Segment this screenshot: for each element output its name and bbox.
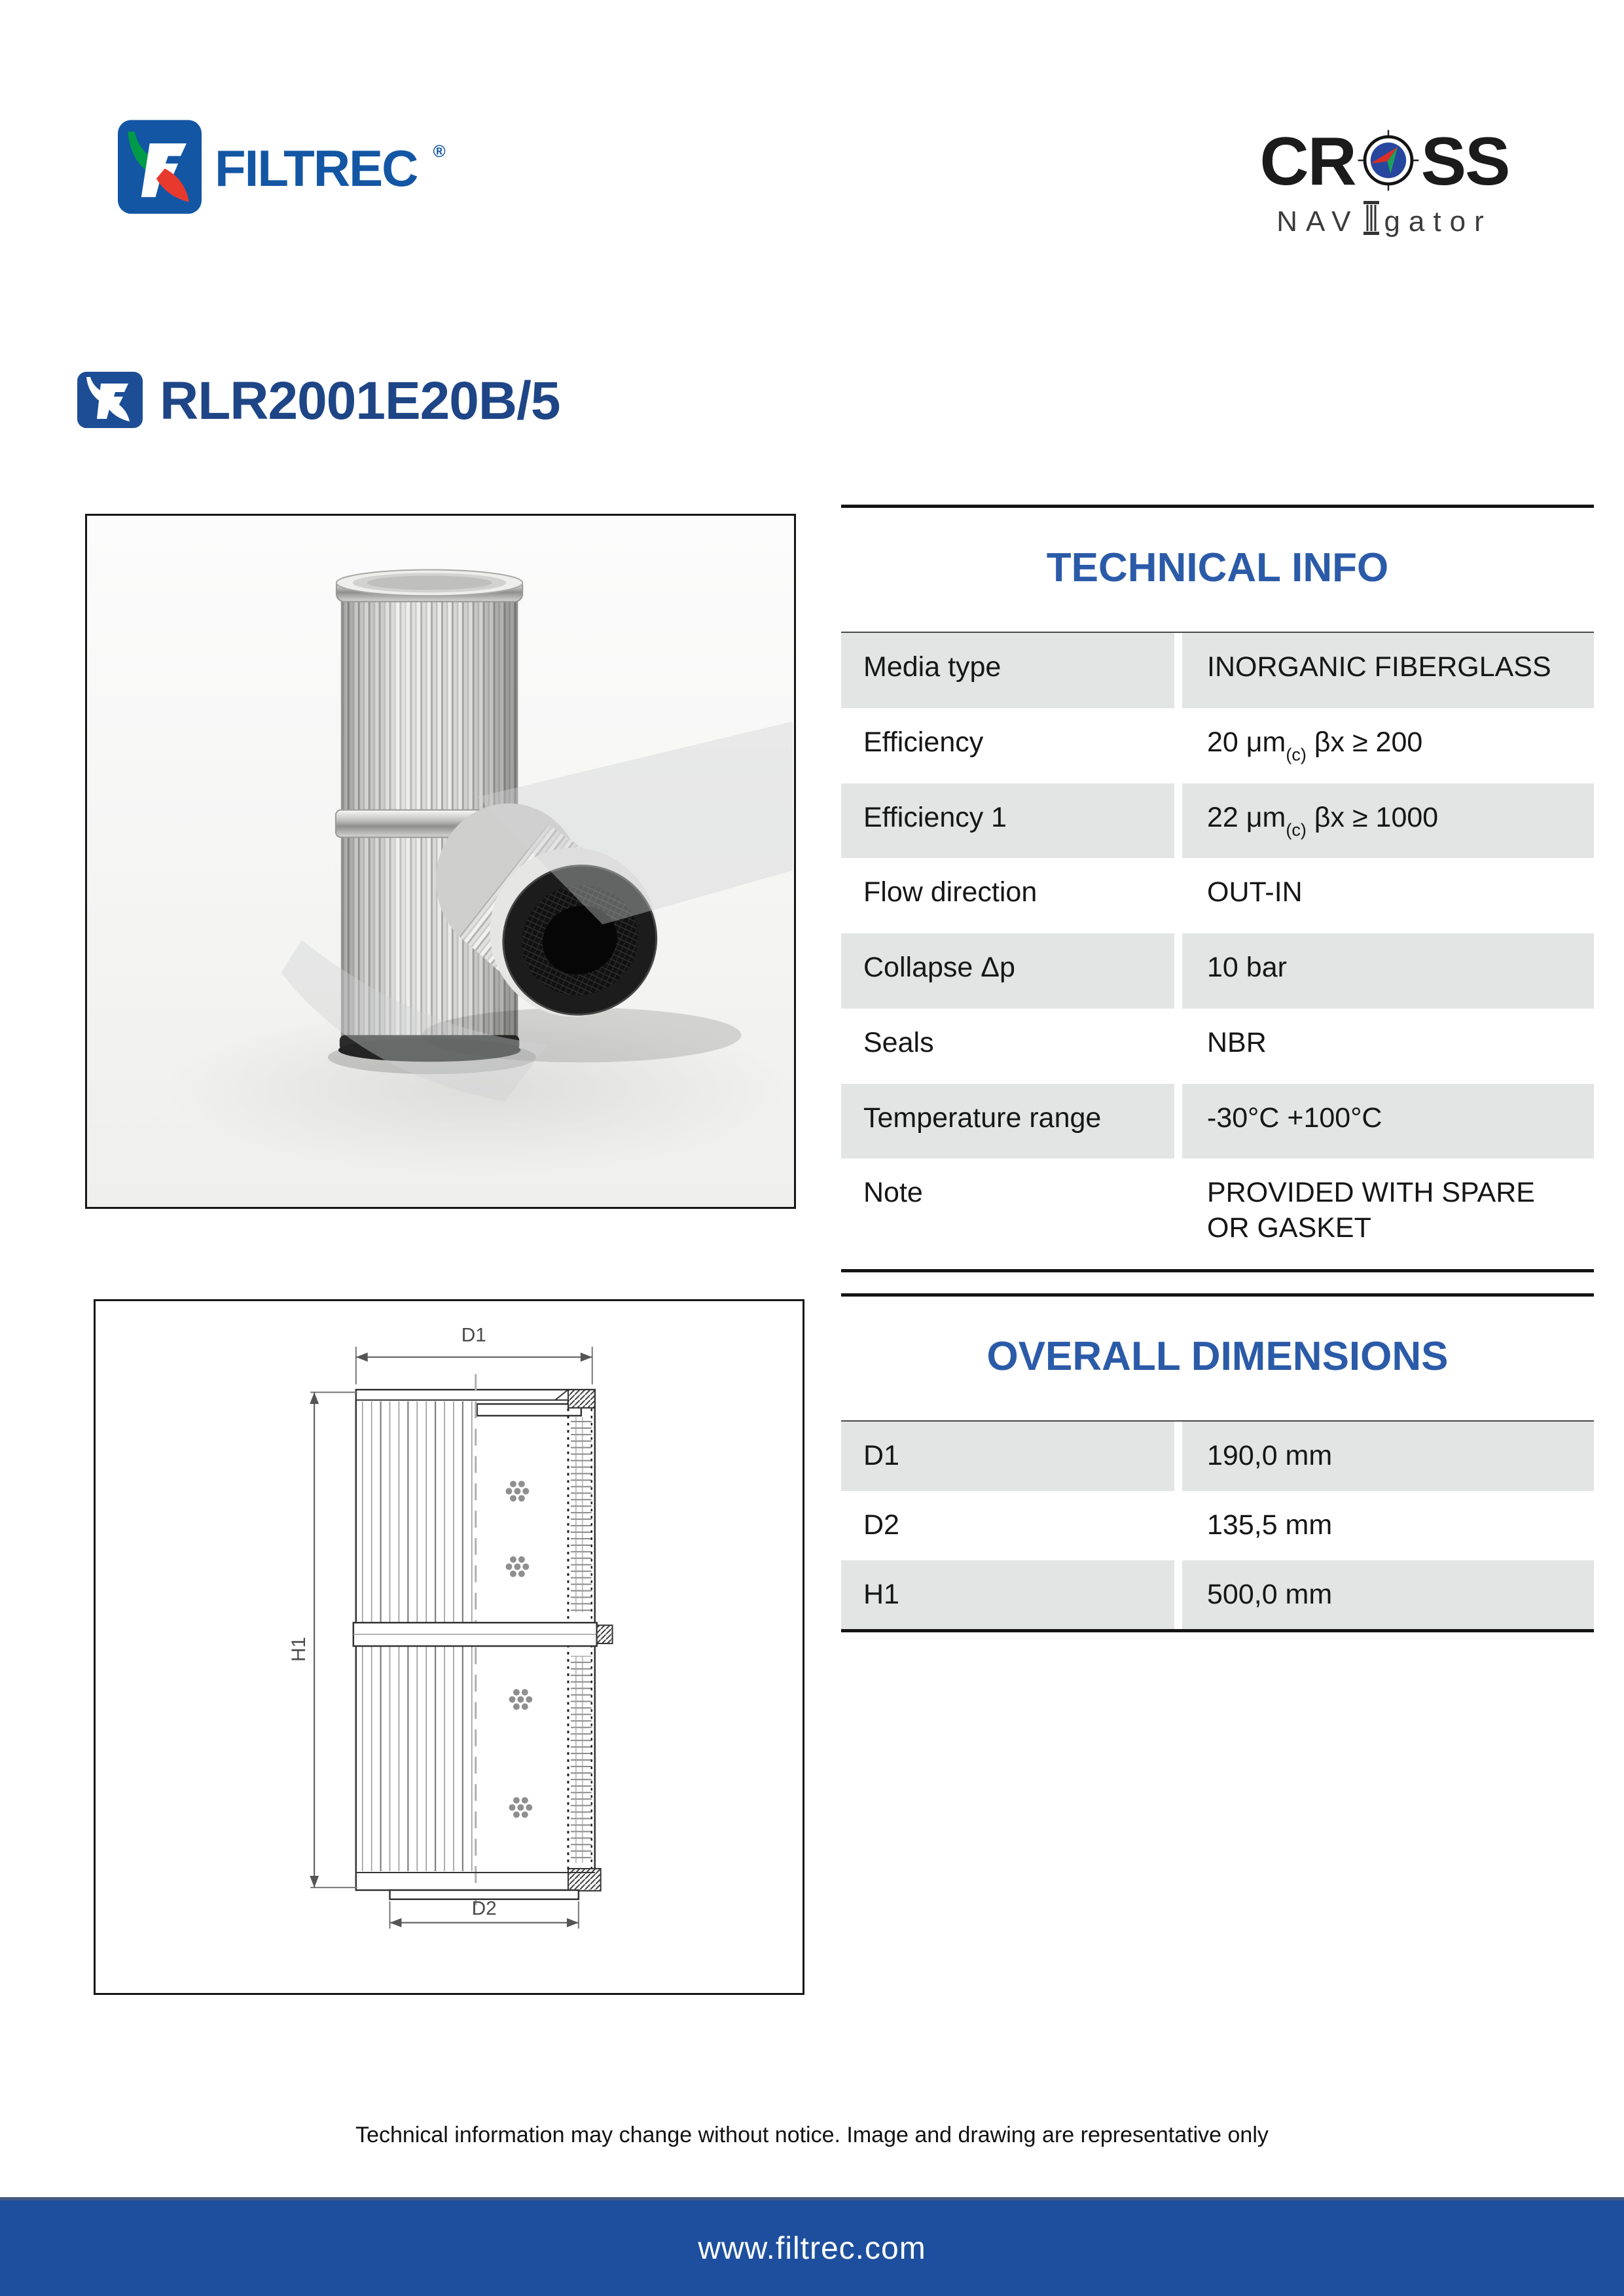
table-row <box>841 1009 1594 1084</box>
technical-info-title: TECHNICAL INFO <box>1046 545 1389 590</box>
website-link[interactable]: www.filtrec.com <box>698 2231 926 2266</box>
table-row <box>841 1084 1594 1159</box>
technical-info-section <box>841 505 1594 1272</box>
row-value: PROVIDED WITH SPARE OR GASKET <box>1207 1177 1535 1244</box>
cross-logo-line1 <box>1247 123 1522 201</box>
row-label: Flow direction <box>863 876 1038 908</box>
dimension-d2 <box>390 1898 579 1929</box>
table-row <box>841 633 1594 708</box>
row-label: Temperature range <box>841 1084 1174 1159</box>
row-value: 500,0 mm <box>1182 1560 1594 1630</box>
row-label: Seals <box>863 1026 934 1058</box>
row-value: 190,0 mm <box>1182 1422 1594 1491</box>
filtrec-logo <box>118 120 446 217</box>
filtrec-wordmark: FILTREC <box>215 139 418 197</box>
svg-text:H1: H1 <box>288 1636 310 1662</box>
navigator-text-left: NAV <box>1276 205 1360 238</box>
disclaimer-text: Technical information may change without notice. Image and drawing are representative only <box>355 2123 1269 2147</box>
product-title-block <box>77 370 560 432</box>
svg-text:D2: D2 <box>471 1897 497 1920</box>
section-divider <box>841 1293 1594 1297</box>
footer-bar <box>0 2197 1624 2296</box>
filtrec-logo-icon <box>118 120 202 217</box>
row-label: Efficiency 1 <box>841 783 1174 859</box>
overall-dimensions-section <box>841 1293 1594 1632</box>
column-i-icon <box>1363 201 1380 242</box>
overall-dimensions-table <box>841 1420 1594 1632</box>
table-row <box>841 708 1594 783</box>
filtrec-mini-icon <box>77 372 143 431</box>
cross-text-right: SS <box>1420 124 1509 200</box>
dimension-d1 <box>356 1325 592 1385</box>
filter-cartridge-image <box>87 516 794 1207</box>
product-code: RLR2001E20B/5 <box>160 371 560 431</box>
navigator-text-right: gator <box>1384 205 1492 238</box>
table-row <box>841 1158 1594 1269</box>
table-row <box>841 858 1594 933</box>
technical-info-table <box>841 632 1594 1272</box>
row-value: OUT-IN <box>1207 876 1303 908</box>
svg-text:D1: D1 <box>461 1324 486 1346</box>
dimension-h1 <box>288 1392 357 1888</box>
table-row <box>841 1422 1594 1491</box>
registered-mark: ® <box>433 141 446 161</box>
table-row <box>841 783 1594 859</box>
overall-dimensions-title: OVERALL DIMENSIONS <box>986 1334 1449 1379</box>
cross-navigator-logo <box>1247 123 1522 242</box>
row-label: Media type <box>841 633 1174 708</box>
technical-drawing <box>94 1299 804 1995</box>
filter-drawing <box>96 1301 803 1993</box>
cross-text-left: CR <box>1259 124 1356 200</box>
table-row <box>841 1491 1594 1560</box>
row-value: 22 $\mu m_{(c)}$ βx ≥ 1000 <box>1182 783 1594 859</box>
compass-icon <box>1357 129 1420 195</box>
row-label: D1 <box>841 1422 1174 1491</box>
row-value: 135,5 mm <box>1207 1509 1333 1541</box>
row-value: NBR <box>1207 1026 1267 1058</box>
table-row <box>841 1560 1594 1630</box>
row-label: Collapse Δp <box>841 933 1174 1009</box>
row-label: D2 <box>863 1509 899 1541</box>
cross-logo-line2 <box>1247 201 1522 242</box>
row-label: Efficiency <box>863 726 984 758</box>
row-label: H1 <box>841 1560 1174 1630</box>
row-value: INORGANIC FIBERGLASS <box>1182 633 1594 708</box>
row-value: -30°C +100°C <box>1182 1084 1594 1159</box>
table-row <box>841 933 1594 1009</box>
row-label: Note <box>863 1177 923 1209</box>
product-photo <box>85 514 796 1209</box>
row-value: 20 $\mu m_{(c)}$ βx ≥ 200 <box>1207 726 1423 764</box>
section-divider <box>841 505 1594 508</box>
row-value: 10 bar <box>1182 933 1594 1009</box>
